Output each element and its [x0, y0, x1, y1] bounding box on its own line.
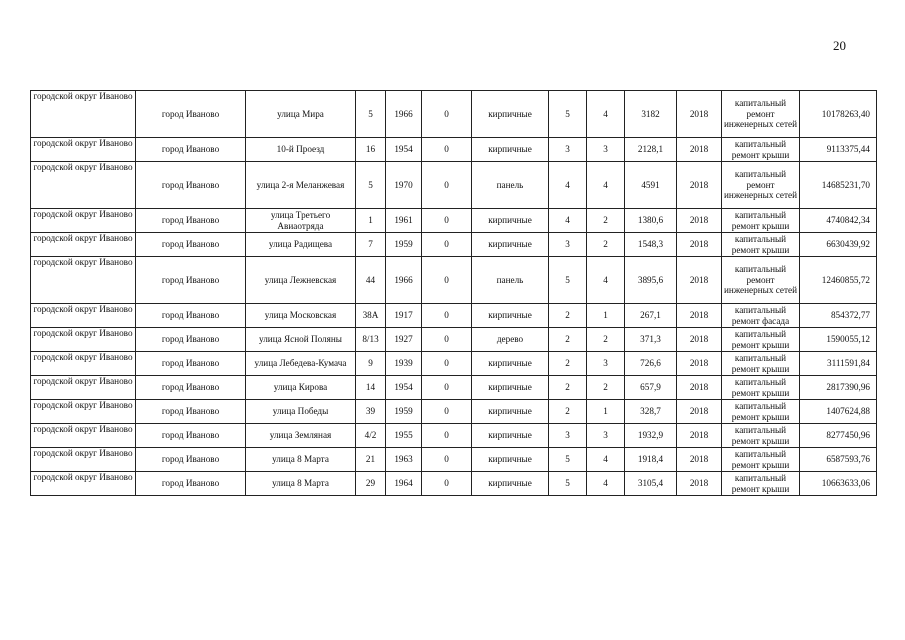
cell-settlement: город Иваново — [136, 448, 246, 472]
cell-municipality: городской округ Иваново — [31, 448, 136, 472]
cell-floors: 2 — [549, 376, 587, 400]
cell-build-year: 1961 — [386, 209, 422, 233]
cell-municipality: городской округ Иваново — [31, 400, 136, 424]
cell-work-type: капитальный ремонт крыши — [722, 400, 800, 424]
cell-work-type: капитальный ремонт инженерных сетей — [722, 162, 800, 209]
table-row — [31, 257, 877, 304]
cell-area: 657,9 — [625, 376, 677, 400]
table-row — [31, 91, 877, 138]
cell-repair-cost: 10178263,40 — [800, 91, 877, 138]
cell-street: улица 2-я Меланжевая — [246, 162, 356, 209]
cell-street: улица Земляная — [246, 424, 356, 448]
cell-repair-year: 2018 — [677, 376, 722, 400]
cell-work-type: капитальный ремонт крыши — [722, 376, 800, 400]
cell-settlement: город Иваново — [136, 162, 246, 209]
cell-entrances: 4 — [587, 257, 625, 304]
cell-floors: 5 — [549, 91, 587, 138]
cell-settlement: город Иваново — [136, 257, 246, 304]
cell-wall-material: кирпичные — [472, 209, 549, 233]
cell-entrances: 1 — [587, 304, 625, 328]
cell-house-number: 16 — [356, 138, 386, 162]
cell-municipality: городской округ Иваново — [31, 162, 136, 209]
cell-work-type: капитальный ремонт фасада — [722, 304, 800, 328]
cell-work-type: капитальный ремонт инженерных сетей — [722, 91, 800, 138]
cell-build-year: 1954 — [386, 138, 422, 162]
cell-settlement: город Иваново — [136, 328, 246, 352]
cell-work-type: капитальный ремонт крыши — [722, 138, 800, 162]
table-row — [31, 352, 877, 376]
cell-commission-year: 0 — [422, 209, 472, 233]
cell-settlement: город Иваново — [136, 91, 246, 138]
cell-wall-material: кирпичные — [472, 472, 549, 496]
cell-build-year: 1939 — [386, 352, 422, 376]
cell-municipality: городской округ Иваново — [31, 424, 136, 448]
cell-street: улица Победы — [246, 400, 356, 424]
table-row — [31, 138, 877, 162]
cell-settlement: город Иваново — [136, 472, 246, 496]
cell-floors: 3 — [549, 424, 587, 448]
cell-area: 1380,6 — [625, 209, 677, 233]
table-row — [31, 472, 877, 496]
cell-area: 371,3 — [625, 328, 677, 352]
cell-settlement: город Иваново — [136, 304, 246, 328]
cell-municipality: городской округ Иваново — [31, 257, 136, 304]
cell-floors: 3 — [549, 233, 587, 257]
table-row — [31, 209, 877, 233]
cell-commission-year: 0 — [422, 257, 472, 304]
cell-entrances: 4 — [587, 448, 625, 472]
cell-municipality: городской округ Иваново — [31, 472, 136, 496]
cell-commission-year: 0 — [422, 91, 472, 138]
table-row — [31, 162, 877, 209]
cell-wall-material: панель — [472, 162, 549, 209]
cell-entrances: 4 — [587, 162, 625, 209]
cell-floors: 2 — [549, 328, 587, 352]
cell-street: улица Ясной Поляны — [246, 328, 356, 352]
cell-floors: 5 — [549, 448, 587, 472]
cell-settlement: город Иваново — [136, 424, 246, 448]
cell-repair-year: 2018 — [677, 328, 722, 352]
cell-commission-year: 0 — [422, 162, 472, 209]
cell-repair-cost: 854372,77 — [800, 304, 877, 328]
cell-house-number: 4/2 — [356, 424, 386, 448]
cell-area: 3895,6 — [625, 257, 677, 304]
cell-wall-material: кирпичные — [472, 424, 549, 448]
cell-wall-material: панель — [472, 257, 549, 304]
cell-repair-cost: 1590055,12 — [800, 328, 877, 352]
cell-area: 267,1 — [625, 304, 677, 328]
cell-house-number: 14 — [356, 376, 386, 400]
cell-municipality: городской округ Иваново — [31, 209, 136, 233]
cell-commission-year: 0 — [422, 376, 472, 400]
cell-build-year: 1963 — [386, 448, 422, 472]
cell-street: улица Лежневская — [246, 257, 356, 304]
cell-repair-cost: 6630439,92 — [800, 233, 877, 257]
cell-entrances: 1 — [587, 400, 625, 424]
cell-repair-year: 2018 — [677, 91, 722, 138]
cell-build-year: 1970 — [386, 162, 422, 209]
cell-entrances: 4 — [587, 91, 625, 138]
cell-entrances: 2 — [587, 233, 625, 257]
cell-street: улица Третьего Авиаотряда — [246, 209, 356, 233]
cell-repair-cost: 3111591,84 — [800, 352, 877, 376]
cell-settlement: город Иваново — [136, 233, 246, 257]
cell-entrances: 4 — [587, 472, 625, 496]
cell-street: улица Московская — [246, 304, 356, 328]
table-row — [31, 448, 877, 472]
cell-commission-year: 0 — [422, 328, 472, 352]
cell-street: улица Радищева — [246, 233, 356, 257]
cell-area: 726,6 — [625, 352, 677, 376]
cell-repair-year: 2018 — [677, 400, 722, 424]
cell-municipality: городской округ Иваново — [31, 376, 136, 400]
cell-work-type: капитальный ремонт крыши — [722, 233, 800, 257]
cell-street: улица 8 Марта — [246, 472, 356, 496]
table-body — [31, 91, 877, 496]
cell-repair-cost: 4740842,34 — [800, 209, 877, 233]
cell-wall-material: кирпичные — [472, 304, 549, 328]
table-row — [31, 400, 877, 424]
cell-repair-cost: 9113375,44 — [800, 138, 877, 162]
cell-build-year: 1959 — [386, 400, 422, 424]
cell-wall-material: кирпичные — [472, 138, 549, 162]
cell-commission-year: 0 — [422, 472, 472, 496]
cell-street: улица Кирова — [246, 376, 356, 400]
cell-build-year: 1959 — [386, 233, 422, 257]
cell-house-number: 38А — [356, 304, 386, 328]
cell-house-number: 5 — [356, 162, 386, 209]
cell-floors: 2 — [549, 352, 587, 376]
cell-house-number: 7 — [356, 233, 386, 257]
cell-floors: 5 — [549, 472, 587, 496]
cell-build-year: 1955 — [386, 424, 422, 448]
cell-repair-year: 2018 — [677, 472, 722, 496]
cell-work-type: капитальный ремонт крыши — [722, 472, 800, 496]
cell-repair-year: 2018 — [677, 209, 722, 233]
cell-entrances: 3 — [587, 352, 625, 376]
cell-floors: 2 — [549, 400, 587, 424]
cell-wall-material: кирпичные — [472, 376, 549, 400]
cell-municipality: городской округ Иваново — [31, 91, 136, 138]
cell-area: 328,7 — [625, 400, 677, 424]
cell-work-type: капитальный ремонт крыши — [722, 424, 800, 448]
cell-floors: 5 — [549, 257, 587, 304]
cell-floors: 4 — [549, 162, 587, 209]
cell-commission-year: 0 — [422, 424, 472, 448]
cell-wall-material: кирпичные — [472, 352, 549, 376]
cell-area: 3105,4 — [625, 472, 677, 496]
cell-repair-cost: 14685231,70 — [800, 162, 877, 209]
cell-house-number: 1 — [356, 209, 386, 233]
cell-floors: 2 — [549, 304, 587, 328]
cell-entrances: 3 — [587, 138, 625, 162]
cell-floors: 4 — [549, 209, 587, 233]
cell-repair-year: 2018 — [677, 424, 722, 448]
cell-build-year: 1966 — [386, 91, 422, 138]
housing-repair-table — [30, 90, 877, 496]
page-number: 20 — [833, 38, 846, 53]
cell-entrances: 2 — [587, 328, 625, 352]
cell-wall-material: кирпичные — [472, 448, 549, 472]
cell-house-number: 21 — [356, 448, 386, 472]
cell-street: 10-й Проезд — [246, 138, 356, 162]
cell-municipality: городской округ Иваново — [31, 352, 136, 376]
cell-settlement: город Иваново — [136, 138, 246, 162]
cell-area: 4591 — [625, 162, 677, 209]
cell-wall-material: кирпичные — [472, 91, 549, 138]
cell-entrances: 3 — [587, 424, 625, 448]
cell-house-number: 44 — [356, 257, 386, 304]
cell-floors: 3 — [549, 138, 587, 162]
cell-repair-year: 2018 — [677, 448, 722, 472]
cell-repair-year: 2018 — [677, 138, 722, 162]
cell-settlement: город Иваново — [136, 352, 246, 376]
cell-street: улица 8 Марта — [246, 448, 356, 472]
cell-repair-cost: 10663633,06 — [800, 472, 877, 496]
cell-wall-material: кирпичные — [472, 400, 549, 424]
cell-repair-year: 2018 — [677, 233, 722, 257]
cell-settlement: город Иваново — [136, 209, 246, 233]
cell-build-year: 1917 — [386, 304, 422, 328]
cell-repair-cost: 2817390,96 — [800, 376, 877, 400]
cell-house-number: 5 — [356, 91, 386, 138]
cell-work-type: капитальный ремонт крыши — [722, 352, 800, 376]
cell-build-year: 1966 — [386, 257, 422, 304]
table-row — [31, 424, 877, 448]
cell-entrances: 2 — [587, 376, 625, 400]
cell-house-number: 9 — [356, 352, 386, 376]
cell-house-number: 8/13 — [356, 328, 386, 352]
cell-area: 1918,4 — [625, 448, 677, 472]
cell-repair-cost: 12460855,72 — [800, 257, 877, 304]
cell-entrances: 2 — [587, 209, 625, 233]
cell-municipality: городской округ Иваново — [31, 233, 136, 257]
cell-municipality: городской округ Иваново — [31, 328, 136, 352]
cell-repair-cost: 8277450,96 — [800, 424, 877, 448]
cell-municipality: городской округ Иваново — [31, 138, 136, 162]
cell-municipality: городской округ Иваново — [31, 304, 136, 328]
cell-build-year: 1954 — [386, 376, 422, 400]
cell-work-type: капитальный ремонт крыши — [722, 448, 800, 472]
cell-repair-year: 2018 — [677, 162, 722, 209]
cell-build-year: 1964 — [386, 472, 422, 496]
table-row — [31, 376, 877, 400]
cell-area: 2128,1 — [625, 138, 677, 162]
cell-work-type: капитальный ремонт крыши — [722, 328, 800, 352]
table-row — [31, 328, 877, 352]
cell-repair-year: 2018 — [677, 257, 722, 304]
cell-commission-year: 0 — [422, 352, 472, 376]
cell-commission-year: 0 — [422, 138, 472, 162]
cell-commission-year: 0 — [422, 304, 472, 328]
cell-build-year: 1927 — [386, 328, 422, 352]
cell-area: 3182 — [625, 91, 677, 138]
cell-repair-year: 2018 — [677, 304, 722, 328]
cell-commission-year: 0 — [422, 448, 472, 472]
table-row — [31, 233, 877, 257]
cell-repair-cost: 1407624,88 — [800, 400, 877, 424]
cell-work-type: капитальный ремонт инженерных сетей — [722, 257, 800, 304]
cell-repair-cost: 6587593,76 — [800, 448, 877, 472]
cell-repair-year: 2018 — [677, 352, 722, 376]
cell-commission-year: 0 — [422, 400, 472, 424]
table-row — [31, 304, 877, 328]
cell-commission-year: 0 — [422, 233, 472, 257]
cell-wall-material: кирпичные — [472, 233, 549, 257]
cell-house-number: 29 — [356, 472, 386, 496]
cell-street: улица Лебедева-Кумача — [246, 352, 356, 376]
cell-house-number: 39 — [356, 400, 386, 424]
cell-area: 1548,3 — [625, 233, 677, 257]
cell-settlement: город Иваново — [136, 400, 246, 424]
cell-wall-material: дерево — [472, 328, 549, 352]
cell-street: улица Мира — [246, 91, 356, 138]
cell-settlement: город Иваново — [136, 376, 246, 400]
cell-area: 1932,9 — [625, 424, 677, 448]
cell-work-type: капитальный ремонт крыши — [722, 209, 800, 233]
